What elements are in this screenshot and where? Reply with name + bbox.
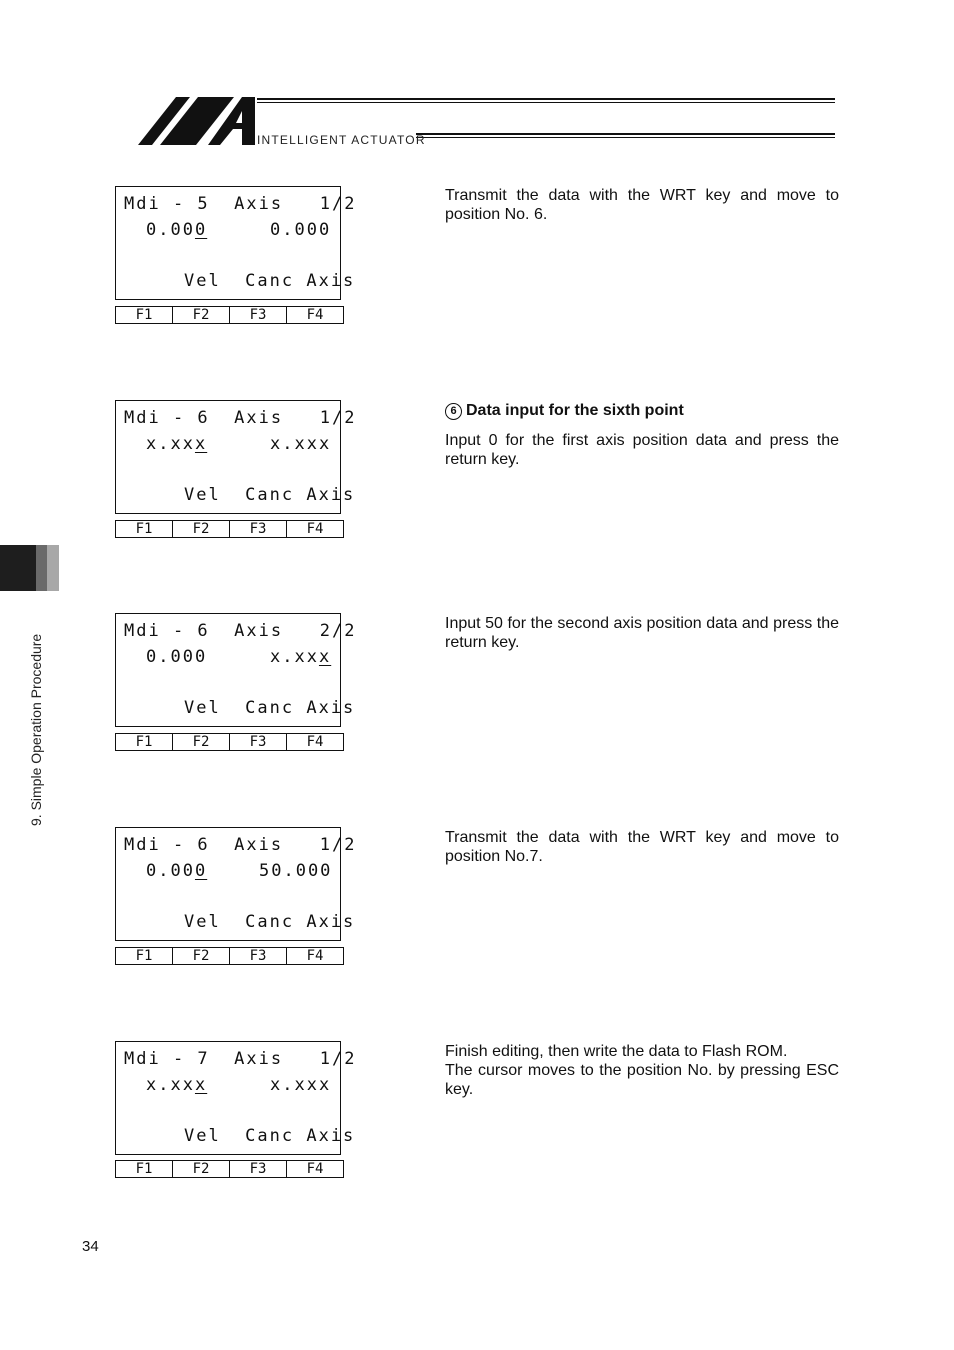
function-keys-2 (115, 520, 344, 538)
description-text: Input 0 for the first axis position data and press the return key. (445, 432, 839, 468)
lcd-line-1: Mdi - 6 Axis 2/2 (124, 621, 357, 641)
lcd-line-1: Mdi - 6 Axis 1/2 (124, 835, 357, 855)
description-text: Transmit the data with the WRT key and move to position No. 6. (445, 187, 839, 223)
description-text: Finish editing, then write the data to Flash ROM. (445, 1043, 788, 1060)
function-keys-4 (115, 947, 344, 965)
f4-key[interactable]: F4 (286, 521, 343, 537)
lcd-value-axis2: 50.000 (259, 861, 333, 881)
cursor: 0 (194, 861, 208, 881)
description-2 (445, 401, 839, 469)
f3-key[interactable]: F3 (229, 521, 286, 537)
chapter-tab (0, 545, 59, 591)
f1-key[interactable]: F1 (135, 521, 153, 537)
f2-key[interactable]: F2 (172, 1161, 229, 1177)
lcd-value-axis2: x.xxx (270, 1075, 332, 1095)
lcd-line-1: Mdi - 7 Axis 1/2 (124, 1049, 357, 1069)
cursor: x (194, 1075, 208, 1095)
lcd-screen-4 (115, 827, 357, 941)
cursor: x (194, 434, 208, 454)
f3-key[interactable]: F3 (229, 734, 286, 750)
lcd-value-axis1: 0.000 (146, 220, 208, 240)
description-4 (445, 828, 839, 866)
lcd-softkey-labels: Vel Canc Axis (184, 271, 356, 291)
lcd-softkey-labels: Vel Canc Axis (184, 912, 356, 932)
f4-key[interactable]: F4 (286, 734, 343, 750)
f1-key[interactable]: F1 (135, 1161, 153, 1177)
lcd-value-axis1: 0.000 (146, 861, 208, 881)
lcd-screen-1 (115, 186, 357, 300)
description-5 (445, 1042, 839, 1099)
lcd-value-axis1: x.xxx (146, 434, 208, 454)
cursor: x (318, 647, 332, 667)
function-keys-5 (115, 1160, 344, 1178)
lcd-screen-5 (115, 1041, 357, 1155)
description-text: Transmit the data with the WRT key and move to position No.7. (445, 829, 839, 865)
f4-key[interactable]: F4 (286, 1161, 343, 1177)
lcd-softkey-labels: Vel Canc Axis (184, 485, 356, 505)
iai-logo-mark (138, 95, 838, 155)
lcd-screen-3 (115, 613, 357, 727)
step-number-icon: 6 (445, 403, 462, 420)
f3-key[interactable]: F3 (229, 1161, 286, 1177)
f3-key[interactable]: F3 (229, 307, 286, 323)
step-heading: 6 Data input for the sixth point (445, 401, 839, 420)
f2-key[interactable]: F2 (172, 307, 229, 323)
lcd-value-axis2: 0.000 (270, 220, 332, 240)
lcd-line-1: Mdi - 6 Axis 1/2 (124, 408, 357, 428)
f4-key[interactable]: F4 (286, 307, 343, 323)
description-1 (445, 186, 839, 224)
function-keys-1 (115, 306, 344, 324)
lcd-value-axis2: x.xxx (270, 434, 332, 454)
page-number: 34 (82, 1238, 99, 1255)
f3-key[interactable]: F3 (229, 948, 286, 964)
cursor: 0 (194, 220, 208, 240)
function-keys-3 (115, 733, 344, 751)
f4-key[interactable]: F4 (286, 948, 343, 964)
f2-key[interactable]: F2 (172, 948, 229, 964)
chapter-label: 9. Simple Operation Procedure (28, 633, 44, 826)
lcd-screen-2 (115, 400, 357, 514)
description-text: Input 50 for the second axis position data and press the return key. (445, 615, 839, 651)
iai-logo (138, 95, 838, 155)
f1-key[interactable]: F1 (135, 948, 153, 964)
lcd-line-1: Mdi - 5 Axis 1/2 (124, 194, 357, 214)
f2-key[interactable]: F2 (172, 521, 229, 537)
f1-key[interactable]: F1 (135, 307, 153, 323)
lcd-value-axis2: x.xxx (270, 647, 332, 667)
lcd-softkey-labels: Vel Canc Axis (184, 1126, 356, 1146)
description-text: The cursor moves to the position No. by pressing ESC key. (445, 1062, 839, 1098)
lcd-value-axis1: x.xxx (146, 1075, 208, 1095)
lcd-softkey-labels: Vel Canc Axis (184, 698, 356, 718)
lcd-value-axis1: 0.000 (146, 647, 208, 667)
description-3 (445, 614, 839, 652)
logo-text: INTELLIGENT ACTUATOR (257, 133, 426, 147)
f1-key[interactable]: F1 (135, 734, 153, 750)
f2-key[interactable]: F2 (172, 734, 229, 750)
